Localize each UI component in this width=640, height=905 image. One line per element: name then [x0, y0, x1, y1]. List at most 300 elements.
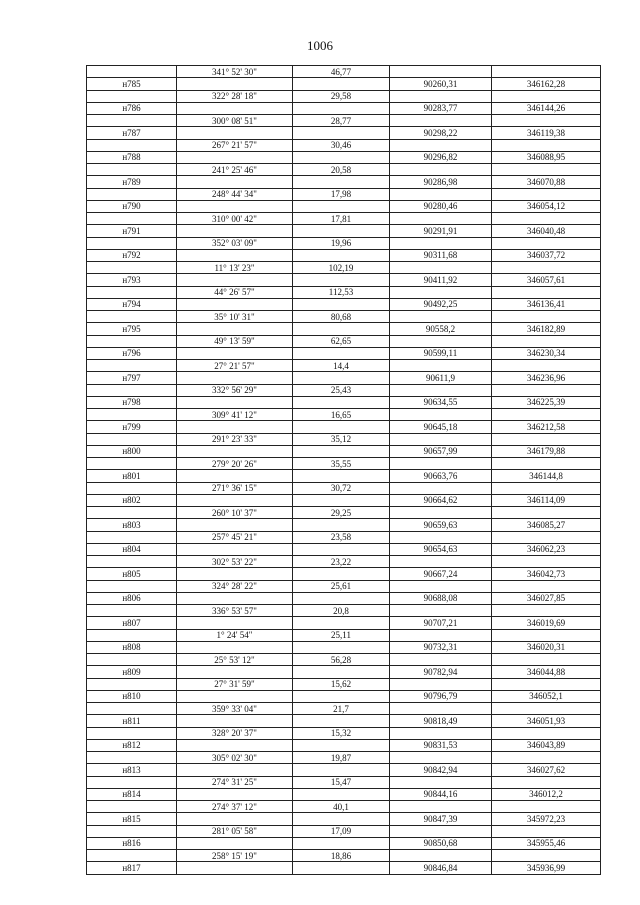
table-row	[87, 592, 601, 604]
table-row	[87, 66, 601, 78]
table-body	[87, 66, 601, 875]
bearing-cell: 322° 28' 18"	[177, 90, 293, 102]
point-cell: н811	[87, 715, 177, 727]
x-coordinate-cell: 90298,22	[390, 127, 492, 139]
x-coordinate-cell	[390, 237, 492, 249]
x-coordinate-cell: 90844,16	[390, 788, 492, 800]
y-coordinate-cell: 346144,26	[492, 102, 601, 114]
table-row	[87, 556, 601, 568]
y-coordinate-cell	[492, 237, 601, 249]
y-coordinate-cell: 346051,93	[492, 715, 601, 727]
x-coordinate-cell	[390, 531, 492, 543]
bearing-cell: 291° 23' 33"	[177, 433, 293, 445]
table-row	[87, 666, 601, 678]
x-coordinate-cell	[390, 654, 492, 666]
bearing-cell	[177, 421, 293, 433]
table-row	[87, 580, 601, 592]
point-cell	[87, 801, 177, 813]
table-row	[87, 188, 601, 200]
length-cell	[293, 494, 390, 506]
x-coordinate-cell: 90291,91	[390, 225, 492, 237]
y-coordinate-cell: 346044,88	[492, 666, 601, 678]
length-cell: 29,58	[293, 90, 390, 102]
table-row	[87, 164, 601, 176]
y-coordinate-cell: 346012,2	[492, 788, 601, 800]
table-row	[87, 752, 601, 764]
table-row	[87, 335, 601, 347]
length-cell	[293, 225, 390, 237]
length-cell	[293, 690, 390, 702]
length-cell	[293, 249, 390, 261]
table-row	[87, 421, 601, 433]
point-cell	[87, 629, 177, 641]
table-row	[87, 384, 601, 396]
y-coordinate-cell	[492, 139, 601, 151]
point-cell	[87, 556, 177, 568]
bearing-cell	[177, 225, 293, 237]
length-cell: 20,58	[293, 164, 390, 176]
y-coordinate-cell: 346230,34	[492, 347, 601, 359]
point-cell	[87, 262, 177, 274]
x-coordinate-cell: 90850,68	[390, 837, 492, 849]
x-coordinate-cell	[390, 384, 492, 396]
length-cell: 18,86	[293, 850, 390, 862]
point-cell	[87, 531, 177, 543]
x-coordinate-cell: 90667,24	[390, 568, 492, 580]
length-cell	[293, 445, 390, 457]
point-cell: н815	[87, 813, 177, 825]
point-cell: н787	[87, 127, 177, 139]
table-row	[87, 617, 601, 629]
x-coordinate-cell	[390, 605, 492, 617]
length-cell	[293, 788, 390, 800]
length-cell	[293, 274, 390, 286]
bearing-cell: 352° 03' 09"	[177, 237, 293, 249]
table-row	[87, 470, 601, 482]
y-coordinate-cell	[492, 629, 601, 641]
bearing-cell	[177, 298, 293, 310]
x-coordinate-cell: 90283,77	[390, 102, 492, 114]
point-cell: н791	[87, 225, 177, 237]
table-row	[87, 139, 601, 151]
table-row	[87, 360, 601, 372]
length-cell: 80,68	[293, 311, 390, 323]
x-coordinate-cell	[390, 580, 492, 592]
point-cell	[87, 360, 177, 372]
y-coordinate-cell	[492, 580, 601, 592]
length-cell: 35,12	[293, 433, 390, 445]
point-cell: н810	[87, 690, 177, 702]
point-cell	[87, 139, 177, 151]
bearing-cell	[177, 372, 293, 384]
y-coordinate-cell	[492, 360, 601, 372]
y-coordinate-cell: 346088,95	[492, 151, 601, 163]
length-cell	[293, 396, 390, 408]
bearing-cell: 274° 31' 25"	[177, 776, 293, 788]
length-cell: 19,96	[293, 237, 390, 249]
x-coordinate-cell	[390, 262, 492, 274]
length-cell: 17,09	[293, 825, 390, 837]
point-cell	[87, 188, 177, 200]
table-row	[87, 641, 601, 653]
x-coordinate-cell: 90796,79	[390, 690, 492, 702]
table-row	[87, 519, 601, 531]
x-coordinate-cell: 90842,94	[390, 764, 492, 776]
length-cell	[293, 617, 390, 629]
y-coordinate-cell	[492, 164, 601, 176]
point-cell: н797	[87, 372, 177, 384]
x-coordinate-cell: 90732,31	[390, 641, 492, 653]
x-coordinate-cell: 90260,31	[390, 78, 492, 90]
length-cell: 25,61	[293, 580, 390, 592]
length-cell	[293, 421, 390, 433]
point-cell	[87, 752, 177, 764]
x-coordinate-cell	[390, 801, 492, 813]
point-cell: н805	[87, 568, 177, 580]
table-row	[87, 862, 601, 874]
length-cell: 23,22	[293, 556, 390, 568]
table-row	[87, 102, 601, 114]
table-row	[87, 298, 601, 310]
bearing-cell: 328° 20' 37"	[177, 727, 293, 739]
table-row	[87, 801, 601, 813]
bearing-cell	[177, 445, 293, 457]
bearing-cell: 309° 41' 12"	[177, 409, 293, 421]
table-row	[87, 776, 601, 788]
x-coordinate-cell: 90831,53	[390, 739, 492, 751]
x-coordinate-cell: 90664,62	[390, 494, 492, 506]
bearing-cell	[177, 862, 293, 874]
x-coordinate-cell: 90411,92	[390, 274, 492, 286]
point-cell	[87, 605, 177, 617]
x-coordinate-cell: 90654,63	[390, 543, 492, 555]
bearing-cell: 305° 02' 30"	[177, 752, 293, 764]
y-coordinate-cell: 346057,61	[492, 274, 601, 286]
point-cell	[87, 654, 177, 666]
length-cell: 28,77	[293, 115, 390, 127]
table-row	[87, 200, 601, 212]
point-cell: н790	[87, 200, 177, 212]
x-coordinate-cell	[390, 188, 492, 200]
table-row	[87, 115, 601, 127]
point-cell	[87, 213, 177, 225]
bearing-cell	[177, 176, 293, 188]
y-coordinate-cell: 346085,27	[492, 519, 601, 531]
length-cell: 25,11	[293, 629, 390, 641]
point-cell: н798	[87, 396, 177, 408]
y-coordinate-cell: 346062,23	[492, 543, 601, 555]
length-cell: 14,4	[293, 360, 390, 372]
point-cell: н792	[87, 249, 177, 261]
x-coordinate-cell: 90846,84	[390, 862, 492, 874]
length-cell: 40,1	[293, 801, 390, 813]
y-coordinate-cell: 346052,1	[492, 690, 601, 702]
bearing-cell: 300° 08' 51"	[177, 115, 293, 127]
length-cell	[293, 127, 390, 139]
bearing-cell	[177, 617, 293, 629]
y-coordinate-cell: 346070,88	[492, 176, 601, 188]
point-cell	[87, 678, 177, 690]
x-coordinate-cell	[390, 850, 492, 862]
y-coordinate-cell	[492, 825, 601, 837]
x-coordinate-cell	[390, 335, 492, 347]
x-coordinate-cell	[390, 507, 492, 519]
x-coordinate-cell: 90634,55	[390, 396, 492, 408]
bearing-cell	[177, 127, 293, 139]
y-coordinate-cell: 346236,96	[492, 372, 601, 384]
x-coordinate-cell	[390, 458, 492, 470]
table-row	[87, 249, 601, 261]
y-coordinate-cell: 346020,31	[492, 641, 601, 653]
bearing-cell: 248° 44' 34"	[177, 188, 293, 200]
length-cell	[293, 862, 390, 874]
point-cell	[87, 458, 177, 470]
y-coordinate-cell: 346144,8	[492, 470, 601, 482]
x-coordinate-cell	[390, 115, 492, 127]
bearing-cell: 49° 13' 59"	[177, 335, 293, 347]
y-coordinate-cell: 345936,99	[492, 862, 601, 874]
table-row	[87, 813, 601, 825]
length-cell: 62,65	[293, 335, 390, 347]
bearing-cell: 260° 10' 37"	[177, 507, 293, 519]
length-cell	[293, 470, 390, 482]
y-coordinate-cell: 346054,12	[492, 200, 601, 212]
length-cell: 15,32	[293, 727, 390, 739]
y-coordinate-cell: 346136,41	[492, 298, 601, 310]
bearing-cell	[177, 666, 293, 678]
point-cell: н786	[87, 102, 177, 114]
length-cell: 16,65	[293, 409, 390, 421]
y-coordinate-cell	[492, 507, 601, 519]
length-cell: 15,62	[293, 678, 390, 690]
x-coordinate-cell	[390, 433, 492, 445]
y-coordinate-cell	[492, 90, 601, 102]
y-coordinate-cell	[492, 286, 601, 298]
x-coordinate-cell	[390, 678, 492, 690]
bearing-cell: 25° 53' 12"	[177, 654, 293, 666]
x-coordinate-cell	[390, 825, 492, 837]
length-cell: 112,53	[293, 286, 390, 298]
length-cell	[293, 641, 390, 653]
x-coordinate-cell: 90707,21	[390, 617, 492, 629]
bearing-cell	[177, 641, 293, 653]
y-coordinate-cell: 346114,09	[492, 494, 601, 506]
bearing-cell	[177, 568, 293, 580]
point-cell: н795	[87, 323, 177, 335]
point-cell	[87, 164, 177, 176]
point-cell: н788	[87, 151, 177, 163]
table-row	[87, 507, 601, 519]
bearing-cell	[177, 347, 293, 359]
point-cell: н806	[87, 592, 177, 604]
point-cell: н801	[87, 470, 177, 482]
x-coordinate-cell: 90558,2	[390, 323, 492, 335]
x-coordinate-cell: 90663,76	[390, 470, 492, 482]
table-row	[87, 690, 601, 702]
x-coordinate-cell	[390, 776, 492, 788]
y-coordinate-cell: 346212,58	[492, 421, 601, 433]
length-cell: 15,47	[293, 776, 390, 788]
bearing-cell	[177, 788, 293, 800]
point-cell	[87, 507, 177, 519]
table-row	[87, 347, 601, 359]
bearing-cell	[177, 764, 293, 776]
length-cell	[293, 323, 390, 335]
length-cell	[293, 715, 390, 727]
table-row	[87, 372, 601, 384]
bearing-cell: 310° 00' 42"	[177, 213, 293, 225]
bearing-cell: 267° 21' 57"	[177, 139, 293, 151]
x-coordinate-cell: 90280,46	[390, 200, 492, 212]
table-row	[87, 494, 601, 506]
point-cell	[87, 384, 177, 396]
bearing-cell: 281° 05' 58"	[177, 825, 293, 837]
table-row	[87, 654, 601, 666]
bearing-cell	[177, 396, 293, 408]
bearing-cell	[177, 102, 293, 114]
table-row	[87, 715, 601, 727]
y-coordinate-cell	[492, 311, 601, 323]
y-coordinate-cell: 346027,62	[492, 764, 601, 776]
x-coordinate-cell	[390, 727, 492, 739]
x-coordinate-cell: 90492,25	[390, 298, 492, 310]
bearing-cell	[177, 151, 293, 163]
x-coordinate-cell	[390, 752, 492, 764]
point-cell	[87, 66, 177, 78]
table-row	[87, 850, 601, 862]
length-cell	[293, 813, 390, 825]
point-cell: н802	[87, 494, 177, 506]
point-cell: н803	[87, 519, 177, 531]
y-coordinate-cell	[492, 556, 601, 568]
y-coordinate-cell	[492, 801, 601, 813]
table-row	[87, 482, 601, 494]
table-row	[87, 837, 601, 849]
point-cell: н789	[87, 176, 177, 188]
x-coordinate-cell	[390, 629, 492, 641]
x-coordinate-cell: 90847,39	[390, 813, 492, 825]
point-cell: н796	[87, 347, 177, 359]
y-coordinate-cell	[492, 188, 601, 200]
length-cell	[293, 739, 390, 751]
point-cell	[87, 850, 177, 862]
point-cell: н794	[87, 298, 177, 310]
point-cell	[87, 311, 177, 323]
table-row	[87, 262, 601, 274]
point-cell	[87, 409, 177, 421]
bearing-cell: 271° 36' 15"	[177, 482, 293, 494]
point-cell	[87, 286, 177, 298]
y-coordinate-cell: 346027,85	[492, 592, 601, 604]
table-row	[87, 311, 601, 323]
length-cell: 30,46	[293, 139, 390, 151]
bearing-cell	[177, 715, 293, 727]
y-coordinate-cell	[492, 409, 601, 421]
point-cell: н816	[87, 837, 177, 849]
length-cell	[293, 78, 390, 90]
y-coordinate-cell: 346043,89	[492, 739, 601, 751]
x-coordinate-cell	[390, 409, 492, 421]
y-coordinate-cell: 346225,39	[492, 396, 601, 408]
y-coordinate-cell: 346019,69	[492, 617, 601, 629]
x-coordinate-cell: 90659,63	[390, 519, 492, 531]
table-row	[87, 176, 601, 188]
table-row	[87, 458, 601, 470]
bearing-cell: 332° 56' 29"	[177, 384, 293, 396]
y-coordinate-cell	[492, 531, 601, 543]
table-row	[87, 78, 601, 90]
point-cell: н793	[87, 274, 177, 286]
point-cell	[87, 727, 177, 739]
bearing-cell: 341° 52' 30"	[177, 66, 293, 78]
y-coordinate-cell	[492, 433, 601, 445]
y-coordinate-cell: 346042,73	[492, 568, 601, 580]
x-coordinate-cell	[390, 703, 492, 715]
point-cell: н817	[87, 862, 177, 874]
y-coordinate-cell	[492, 850, 601, 862]
point-cell: н809	[87, 666, 177, 678]
y-coordinate-cell	[492, 115, 601, 127]
bearing-cell: 27° 31' 59"	[177, 678, 293, 690]
x-coordinate-cell	[390, 139, 492, 151]
y-coordinate-cell	[492, 66, 601, 78]
point-cell: н800	[87, 445, 177, 457]
bearing-cell: 35° 10' 31"	[177, 311, 293, 323]
x-coordinate-cell	[390, 213, 492, 225]
y-coordinate-cell: 346040,48	[492, 225, 601, 237]
bearing-cell	[177, 690, 293, 702]
length-cell	[293, 519, 390, 531]
length-cell: 17,81	[293, 213, 390, 225]
table-row	[87, 764, 601, 776]
y-coordinate-cell: 345972,23	[492, 813, 601, 825]
x-coordinate-cell	[390, 164, 492, 176]
bearing-cell	[177, 200, 293, 212]
y-coordinate-cell: 346162,28	[492, 78, 601, 90]
length-cell: 56,28	[293, 654, 390, 666]
y-coordinate-cell	[492, 678, 601, 690]
bearing-cell	[177, 592, 293, 604]
y-coordinate-cell	[492, 654, 601, 666]
table-row	[87, 274, 601, 286]
length-cell	[293, 298, 390, 310]
bearing-cell: 11° 13' 23"	[177, 262, 293, 274]
bearing-cell: 279° 20' 26"	[177, 458, 293, 470]
bearing-cell: 336° 53' 57"	[177, 605, 293, 617]
x-coordinate-cell	[390, 482, 492, 494]
bearing-cell	[177, 249, 293, 261]
x-coordinate-cell	[390, 311, 492, 323]
bearing-cell: 27° 21' 57"	[177, 360, 293, 372]
table-row	[87, 237, 601, 249]
bearing-cell: 257° 45' 21"	[177, 531, 293, 543]
x-coordinate-cell: 90657,99	[390, 445, 492, 457]
x-coordinate-cell: 90645,18	[390, 421, 492, 433]
length-cell: 17,98	[293, 188, 390, 200]
bearing-cell	[177, 543, 293, 555]
bearing-cell	[177, 470, 293, 482]
x-coordinate-cell: 90296,82	[390, 151, 492, 163]
table-row	[87, 225, 601, 237]
x-coordinate-cell: 90818,49	[390, 715, 492, 727]
bearing-cell: 302° 53' 22"	[177, 556, 293, 568]
bearing-cell	[177, 739, 293, 751]
y-coordinate-cell: 346179,88	[492, 445, 601, 457]
y-coordinate-cell	[492, 335, 601, 347]
y-coordinate-cell: 345955,46	[492, 837, 601, 849]
bearing-cell: 1° 24' 54"	[177, 629, 293, 641]
table-row	[87, 127, 601, 139]
